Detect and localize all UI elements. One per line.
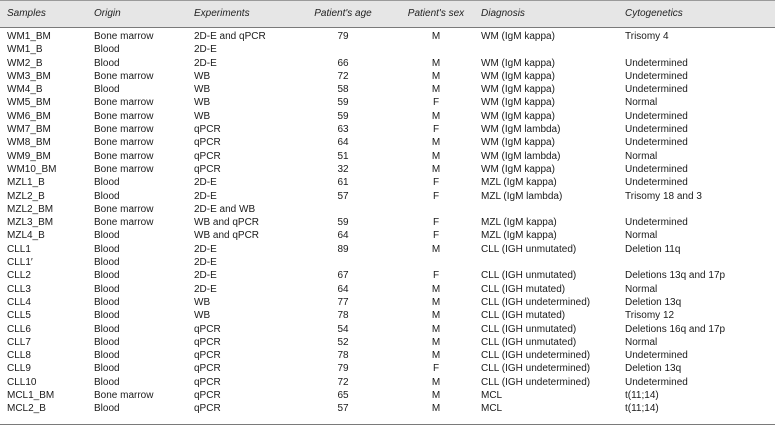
cell-origin: Blood bbox=[94, 336, 120, 348]
cell-cytogenetics: Trisomy 4 bbox=[625, 31, 669, 42]
cell-origin: Bone marrow bbox=[94, 110, 154, 122]
cell-sample: CLL10 bbox=[7, 376, 37, 388]
table-row bbox=[0, 27, 775, 43]
table-row bbox=[0, 283, 775, 296]
cell-sample: WM4_B bbox=[7, 84, 43, 96]
cell-origin: Blood bbox=[94, 44, 120, 56]
cell-sample: MZL2_BM bbox=[7, 203, 54, 215]
cell-experiments: 2D-E and qPCR bbox=[194, 31, 266, 42]
cell-sample: MCL2_B bbox=[7, 403, 46, 415]
cell-sex: F bbox=[432, 190, 440, 202]
cell-sex bbox=[391, 43, 481, 56]
cell-sample: MZL4_B bbox=[7, 230, 45, 242]
cell-age: 63 bbox=[337, 124, 349, 136]
cell-origin: Bone marrow bbox=[94, 31, 154, 42]
table-row bbox=[0, 57, 775, 70]
cell-cytogenetics: Undetermined bbox=[625, 137, 688, 149]
cell-cytogenetics: Deletion 11q bbox=[625, 243, 681, 255]
cell-cytogenetics: t(11;14) bbox=[625, 403, 659, 415]
table-row bbox=[0, 229, 775, 242]
bottom-rule bbox=[0, 424, 775, 425]
cell-age: 89 bbox=[337, 243, 349, 255]
cell-diagnosis bbox=[481, 43, 625, 56]
cell-cytogenetics: Undetermined bbox=[625, 163, 688, 175]
table-row bbox=[0, 349, 775, 362]
cell-diagnosis: WM (IgM kappa) bbox=[481, 70, 555, 82]
table-row bbox=[0, 256, 775, 269]
cell-diagnosis: WM (IgM kappa) bbox=[481, 137, 555, 149]
cell-age: 66 bbox=[337, 57, 349, 69]
cell-origin: Bone marrow bbox=[94, 137, 154, 149]
cell-sex: M bbox=[431, 70, 441, 82]
cell-experiments: 2D-E and WB bbox=[194, 203, 256, 215]
cell-age bbox=[295, 256, 391, 269]
cell-age: 79 bbox=[337, 363, 349, 375]
cell-experiments: WB bbox=[194, 97, 211, 109]
table-body bbox=[0, 27, 775, 416]
cell-sex: M bbox=[431, 137, 441, 149]
cell-diagnosis: WM (IgM kappa) bbox=[481, 97, 555, 109]
cell-sex: M bbox=[431, 163, 441, 175]
cell-age bbox=[295, 43, 391, 56]
cell-cytogenetics: t(11;14) bbox=[625, 390, 659, 402]
cell-diagnosis bbox=[481, 203, 625, 216]
cell-age: 64 bbox=[337, 137, 349, 149]
cell-sample: CLL3 bbox=[7, 283, 31, 295]
cell-age: 59 bbox=[337, 217, 349, 229]
cell-sex: M bbox=[431, 390, 441, 402]
cell-sample: WM10_BM bbox=[7, 163, 57, 175]
cell-sex: F bbox=[432, 230, 440, 242]
cell-experiments: qPCR bbox=[194, 137, 221, 149]
cell-sex: F bbox=[432, 124, 440, 136]
cell-experiments: 2D-E bbox=[194, 243, 217, 255]
cell-cytogenetics: Deletion 13q bbox=[625, 363, 682, 375]
cell-sample: WM2_B bbox=[7, 57, 43, 69]
cell-sex: M bbox=[431, 84, 441, 96]
table-row bbox=[0, 376, 775, 389]
cell-sample: CLL8 bbox=[7, 350, 31, 362]
cell-sample: MZL1_B bbox=[7, 177, 45, 189]
table-row bbox=[0, 323, 775, 336]
cell-sex: F bbox=[432, 177, 440, 189]
cell-cytogenetics: Deletion 13q bbox=[625, 296, 682, 308]
cell-experiments: WB bbox=[194, 110, 211, 122]
cell-sex bbox=[391, 256, 481, 269]
cell-cytogenetics: Deletions 16q and 17p bbox=[625, 323, 726, 335]
cell-diagnosis: MCL bbox=[481, 390, 503, 402]
table-row bbox=[0, 309, 775, 322]
cell-experiments: WB bbox=[194, 310, 211, 322]
cell-age: 77 bbox=[337, 296, 349, 308]
cell-diagnosis: WM (IgM kappa) bbox=[481, 163, 555, 175]
cell-experiments: qPCR bbox=[194, 363, 221, 375]
cell-cytogenetics: Undetermined bbox=[625, 84, 688, 96]
cell-sample: WM5_BM bbox=[7, 97, 51, 109]
cell-cytogenetics: Normal bbox=[625, 336, 658, 348]
cell-experiments: WB and qPCR bbox=[194, 230, 260, 242]
cell-age: 52 bbox=[337, 336, 349, 348]
cell-experiments: 2D-E bbox=[194, 177, 217, 189]
cell-experiments: 2D-E bbox=[194, 190, 217, 202]
cell-origin: Bone marrow bbox=[94, 97, 154, 109]
cell-sex: F bbox=[432, 217, 440, 229]
cell-age: 72 bbox=[337, 70, 349, 82]
cell-cytogenetics: Undetermined bbox=[625, 177, 688, 189]
cell-diagnosis: CLL (IGH undetermined) bbox=[481, 363, 591, 375]
cell-experiments: qPCR bbox=[194, 390, 221, 402]
cell-sex: F bbox=[432, 97, 440, 109]
cell-origin: Blood bbox=[94, 283, 120, 295]
cell-diagnosis: CLL (IGH mutated) bbox=[481, 310, 566, 322]
cell-diagnosis: WM (IgM kappa) bbox=[481, 110, 555, 122]
cell-cytogenetics bbox=[625, 43, 775, 56]
table-row bbox=[0, 110, 775, 123]
cell-cytogenetics: Normal bbox=[625, 150, 658, 162]
table-row bbox=[0, 216, 775, 229]
table-row bbox=[0, 243, 775, 256]
cell-diagnosis: MZL (IgM kappa) bbox=[481, 230, 557, 242]
cell-age: 54 bbox=[337, 323, 349, 335]
cell-sex: M bbox=[431, 350, 441, 362]
cell-experiments: 2D-E bbox=[194, 283, 217, 295]
cell-sample: WM1_BM bbox=[7, 31, 51, 42]
table-row bbox=[0, 96, 775, 109]
cell-cytogenetics bbox=[625, 256, 775, 269]
cell-origin: Blood bbox=[94, 243, 120, 255]
cell-origin: Blood bbox=[94, 230, 120, 242]
table-row bbox=[0, 389, 775, 402]
cell-diagnosis bbox=[481, 256, 625, 269]
cell-sample: MZL3_BM bbox=[7, 217, 54, 229]
cell-sex: F bbox=[432, 270, 440, 282]
cell-sample: WM7_BM bbox=[7, 124, 51, 136]
cell-sex: M bbox=[431, 403, 441, 415]
cell-sex: M bbox=[431, 310, 441, 322]
cell-age: 65 bbox=[337, 390, 349, 402]
cell-sample: CLL2 bbox=[7, 270, 31, 282]
table-row bbox=[0, 150, 775, 163]
cell-origin: Bone marrow bbox=[94, 70, 154, 82]
cell-origin: Blood bbox=[94, 84, 120, 96]
cell-age: 57 bbox=[337, 190, 349, 202]
cell-sample: WM1_B bbox=[7, 44, 43, 56]
cell-age: 59 bbox=[337, 97, 349, 109]
col-header-age: Patient's age bbox=[314, 8, 372, 19]
col-header-diagnosis: Diagnosis bbox=[481, 8, 525, 19]
cell-cytogenetics: Normal bbox=[625, 283, 658, 295]
cell-cytogenetics: Deletions 13q and 17p bbox=[625, 270, 726, 282]
cell-age: 32 bbox=[337, 163, 349, 175]
cell-sex: M bbox=[431, 31, 441, 42]
cell-diagnosis: WM (IgM kappa) bbox=[481, 84, 555, 96]
table-row bbox=[0, 362, 775, 375]
cell-experiments: qPCR bbox=[194, 376, 221, 388]
table-row bbox=[0, 296, 775, 309]
cell-experiments: WB and qPCR bbox=[194, 217, 260, 229]
cell-age: 72 bbox=[337, 376, 349, 388]
cell-sample: WM9_BM bbox=[7, 150, 51, 162]
cell-diagnosis: CLL (IGH undetermined) bbox=[481, 376, 591, 388]
table-row bbox=[0, 336, 775, 349]
cell-cytogenetics: Normal bbox=[625, 97, 658, 109]
cell-experiments: qPCR bbox=[194, 163, 221, 175]
table-row bbox=[0, 176, 775, 189]
col-header-sex: Patient's sex bbox=[407, 8, 465, 19]
cell-age: 57 bbox=[337, 403, 349, 415]
cell-experiments: qPCR bbox=[194, 403, 221, 415]
cell-cytogenetics: Undetermined bbox=[625, 57, 688, 69]
cell-sample: CLL7 bbox=[7, 336, 31, 348]
cell-sample: WM6_BM bbox=[7, 110, 51, 122]
cell-sex: M bbox=[431, 336, 441, 348]
cell-origin: Blood bbox=[94, 190, 120, 202]
cell-sex: F bbox=[432, 363, 440, 375]
cell-origin: Bone marrow bbox=[94, 390, 154, 402]
cell-cytogenetics: Undetermined bbox=[625, 376, 688, 388]
cell-sample: CLL4 bbox=[7, 296, 31, 308]
cell-sex: M bbox=[431, 296, 441, 308]
cell-diagnosis: CLL (IGH mutated) bbox=[481, 283, 566, 295]
cell-diagnosis: CLL (IGH undetermined) bbox=[481, 296, 591, 308]
col-header-experiments: Experiments bbox=[194, 8, 250, 19]
cell-experiments: 2D-E bbox=[194, 44, 217, 56]
cell-sex: M bbox=[431, 283, 441, 295]
cell-experiments: 2D-E bbox=[194, 257, 217, 269]
table-row bbox=[0, 163, 775, 176]
cell-experiments: WB bbox=[194, 70, 211, 82]
table-row bbox=[0, 70, 775, 83]
cell-origin: Blood bbox=[94, 177, 120, 189]
cell-age: 58 bbox=[337, 84, 349, 96]
cell-diagnosis: WM (IgM lambda) bbox=[481, 124, 561, 136]
cell-origin: Bone marrow bbox=[94, 163, 154, 175]
cell-sample: CLL5 bbox=[7, 310, 31, 322]
cell-sex: M bbox=[431, 57, 441, 69]
cell-experiments: qPCR bbox=[194, 350, 221, 362]
table-row bbox=[0, 402, 775, 415]
table-row bbox=[0, 190, 775, 203]
cell-origin: Blood bbox=[94, 257, 120, 269]
cell-age: 64 bbox=[337, 283, 349, 295]
cell-age: 51 bbox=[337, 150, 349, 162]
cell-diagnosis: MZL (IgM lambda) bbox=[481, 190, 563, 202]
col-header-cytogenetics: Cytogenetics bbox=[625, 8, 683, 19]
cell-sample: CLL1 bbox=[7, 243, 31, 255]
cell-diagnosis: MZL (IgM kappa) bbox=[481, 177, 557, 189]
cell-experiments: WB bbox=[194, 296, 211, 308]
cell-sex: M bbox=[431, 110, 441, 122]
cell-experiments: qPCR bbox=[194, 323, 221, 335]
cell-sample: WM3_BM bbox=[7, 70, 51, 82]
cell-diagnosis: WM (IgM kappa) bbox=[481, 57, 555, 69]
cell-diagnosis: CLL (IGH unmutated) bbox=[481, 270, 577, 282]
cell-diagnosis: WM (IgM lambda) bbox=[481, 150, 561, 162]
cell-origin: Blood bbox=[94, 310, 120, 322]
cell-sample: CLL9 bbox=[7, 363, 31, 375]
cell-diagnosis: MZL (IgM kappa) bbox=[481, 217, 557, 229]
cell-age: 61 bbox=[337, 177, 349, 189]
cell-origin: Bone marrow bbox=[94, 150, 154, 162]
cell-cytogenetics: Trisomy 12 bbox=[625, 310, 675, 322]
cell-origin: Bone marrow bbox=[94, 203, 154, 215]
cell-experiments: qPCR bbox=[194, 124, 221, 136]
cell-sex: M bbox=[431, 376, 441, 388]
cell-cytogenetics: Undetermined bbox=[625, 350, 688, 362]
col-header-origin: Origin bbox=[94, 8, 121, 19]
cell-age: 64 bbox=[337, 230, 349, 242]
cell-origin: Blood bbox=[94, 403, 120, 415]
cell-experiments: qPCR bbox=[194, 336, 221, 348]
table-row bbox=[0, 269, 775, 282]
cell-experiments: 2D-E bbox=[194, 270, 217, 282]
cell-sample: CLL6 bbox=[7, 323, 31, 335]
cell-origin: Blood bbox=[94, 270, 120, 282]
table-row bbox=[0, 83, 775, 96]
cell-age: 59 bbox=[337, 110, 349, 122]
cell-sample: CLL1′ bbox=[7, 257, 33, 269]
cell-origin: Blood bbox=[94, 57, 120, 69]
cell-cytogenetics bbox=[625, 203, 775, 216]
cell-age: 79 bbox=[337, 31, 349, 42]
cell-sex: M bbox=[431, 150, 441, 162]
cell-experiments: qPCR bbox=[194, 150, 221, 162]
cell-cytogenetics: Trisomy 18 and 3 bbox=[625, 190, 702, 202]
cell-age: 67 bbox=[337, 270, 349, 282]
col-header-samples: Samples bbox=[7, 8, 46, 19]
table-row bbox=[0, 43, 775, 56]
cell-sex bbox=[391, 203, 481, 216]
cell-origin: Bone marrow bbox=[94, 217, 154, 229]
cell-age: 78 bbox=[337, 310, 349, 322]
cell-sample: WM8_BM bbox=[7, 137, 51, 149]
cell-experiments: 2D-E bbox=[194, 57, 217, 69]
cell-diagnosis: MCL bbox=[481, 403, 503, 415]
cell-origin: Bone marrow bbox=[94, 124, 154, 136]
cell-age: 78 bbox=[337, 350, 349, 362]
cell-sex: M bbox=[431, 243, 441, 255]
cell-cytogenetics: Undetermined bbox=[625, 124, 688, 136]
cell-diagnosis: WM (IgM kappa) bbox=[481, 31, 555, 42]
cell-origin: Blood bbox=[94, 363, 120, 375]
table-row bbox=[0, 136, 775, 149]
cell-diagnosis: CLL (IGH undetermined) bbox=[481, 350, 591, 362]
cell-origin: Blood bbox=[94, 323, 120, 335]
table-row bbox=[0, 123, 775, 136]
cell-origin: Blood bbox=[94, 376, 120, 388]
cell-sample: MZL2_B bbox=[7, 190, 45, 202]
cell-cytogenetics: Undetermined bbox=[625, 110, 688, 122]
cell-origin: Blood bbox=[94, 350, 120, 362]
cell-diagnosis: CLL (IGH unmutated) bbox=[481, 323, 577, 335]
cell-origin: Blood bbox=[94, 296, 120, 308]
cell-cytogenetics: Undetermined bbox=[625, 217, 688, 229]
cell-experiments: WB bbox=[194, 84, 211, 96]
cell-age bbox=[295, 203, 391, 216]
table-row bbox=[0, 203, 775, 216]
cell-diagnosis: CLL (IGH unmutated) bbox=[481, 336, 577, 348]
header-row bbox=[0, 0, 775, 27]
cell-sample: MCL1_BM bbox=[7, 390, 55, 402]
cell-diagnosis: CLL (IGH unmutated) bbox=[481, 243, 577, 255]
cell-cytogenetics: Undetermined bbox=[625, 70, 688, 82]
cell-sex: M bbox=[431, 323, 441, 335]
cell-cytogenetics: Normal bbox=[625, 230, 658, 242]
